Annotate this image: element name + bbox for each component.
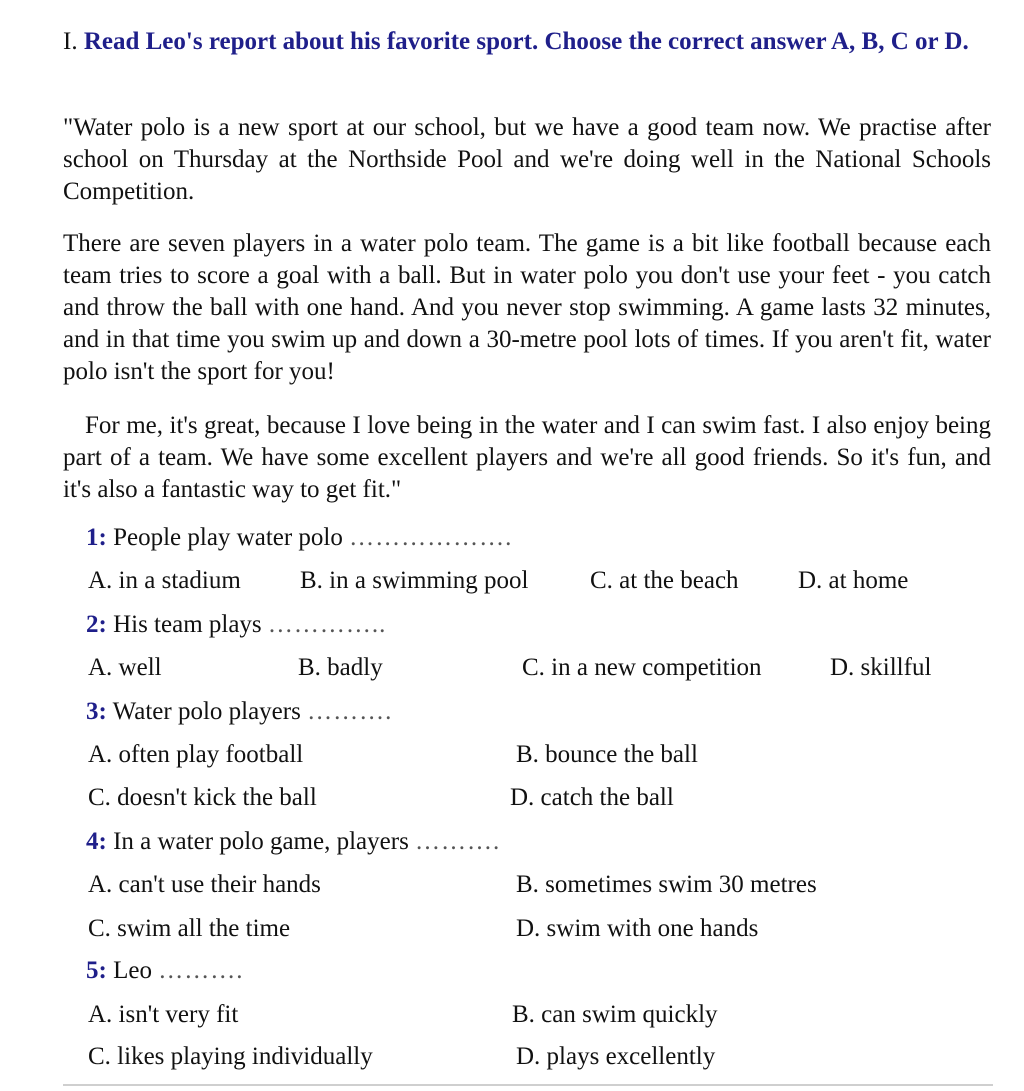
- question-3: [86, 696, 392, 728]
- q3-option-b[interactable]: B. bounce the ball: [516, 741, 698, 768]
- q1-option-c[interactable]: C. at the beach: [590, 567, 739, 594]
- q5-option-a[interactable]: A. isn't very fit: [88, 1001, 239, 1028]
- heading-number: I.: [63, 28, 78, 55]
- q4-option-c[interactable]: C. swim all the time: [88, 915, 291, 942]
- q2-option-d[interactable]: D. skillful: [830, 654, 932, 681]
- question-4: [86, 826, 500, 858]
- q1-option-b[interactable]: B. in a swimming pool: [300, 567, 529, 594]
- question-1: [86, 522, 512, 554]
- passage-paragraph-3: For me, it's great, because I love being in the water and I can swim fast. I also enjoy being part of a team. We have some excellent players and we're all good friends. So it's fun, and it's also a fantastic way to get fit.": [63, 412, 991, 503]
- q1-option-d[interactable]: D. at home: [798, 567, 909, 594]
- passage-paragraph-1: "Water polo is a new sport at our school, but we have a good team now. We practise after school on Thursday at the Northside Pool and we're doing well in the National Schools Competition.: [63, 114, 991, 205]
- q5-option-b[interactable]: B. can swim quickly: [512, 1001, 718, 1028]
- question-stem: His team plays: [113, 611, 262, 638]
- q1-option-a[interactable]: A. in a stadium: [88, 567, 241, 594]
- q2-option-a[interactable]: A. well: [88, 654, 162, 681]
- question-number: 2:: [86, 611, 107, 638]
- q3-option-d[interactable]: D. catch the ball: [510, 784, 674, 811]
- passage-paragraph-2: There are seven players in a water polo team. The game is a bit like football because each team tries to score a goal with a ball. But in water polo you don't use your feet - you catch and throw the ball with one hand. And you never stop swimming. A game lasts 32 minutes, and in that time you swim up and down a 30-metre pool lots of times. If you aren't fit, water polo isn't the sport for you!: [63, 230, 991, 385]
- q4-option-b[interactable]: B. sometimes swim 30 metres: [516, 871, 817, 898]
- q5-option-d[interactable]: D. plays excellently: [516, 1043, 716, 1070]
- heading-text: Read Leo's report about his favorite sport. Choose the correct answer A, B, C or D.: [83, 28, 969, 55]
- question-number: 1:: [86, 524, 107, 551]
- question-number: 3:: [86, 698, 107, 725]
- q5-option-c[interactable]: C. likes playing individually: [88, 1043, 373, 1070]
- question-2: [86, 609, 386, 641]
- question-stem: In a water polo game, players: [113, 828, 409, 855]
- question-number: 4:: [86, 828, 107, 855]
- q3-option-c[interactable]: C. doesn't kick the ball: [88, 784, 317, 811]
- question-stem: Leo: [113, 957, 152, 984]
- question-number: 5:: [86, 957, 107, 984]
- q2-option-c[interactable]: C. in a new competition: [522, 654, 762, 681]
- exercise-heading: [63, 26, 993, 58]
- answer-blank: …………..: [267, 611, 387, 638]
- q4-option-d[interactable]: D. swim with one hands: [516, 915, 759, 942]
- question-5: [86, 955, 243, 987]
- q4-option-a[interactable]: A. can't use their hands: [88, 871, 321, 898]
- answer-blank: ……….: [415, 828, 501, 855]
- q2-option-b[interactable]: B. badly: [298, 654, 383, 681]
- answer-blank: ……………….: [349, 524, 513, 551]
- answer-blank: ……….: [307, 698, 393, 725]
- bottom-divider: [63, 1084, 993, 1086]
- answer-blank: ……….: [158, 957, 244, 984]
- question-stem: Water polo players: [112, 698, 301, 725]
- q3-option-a[interactable]: A. often play football: [88, 741, 304, 768]
- question-stem: People play water polo: [113, 524, 343, 551]
